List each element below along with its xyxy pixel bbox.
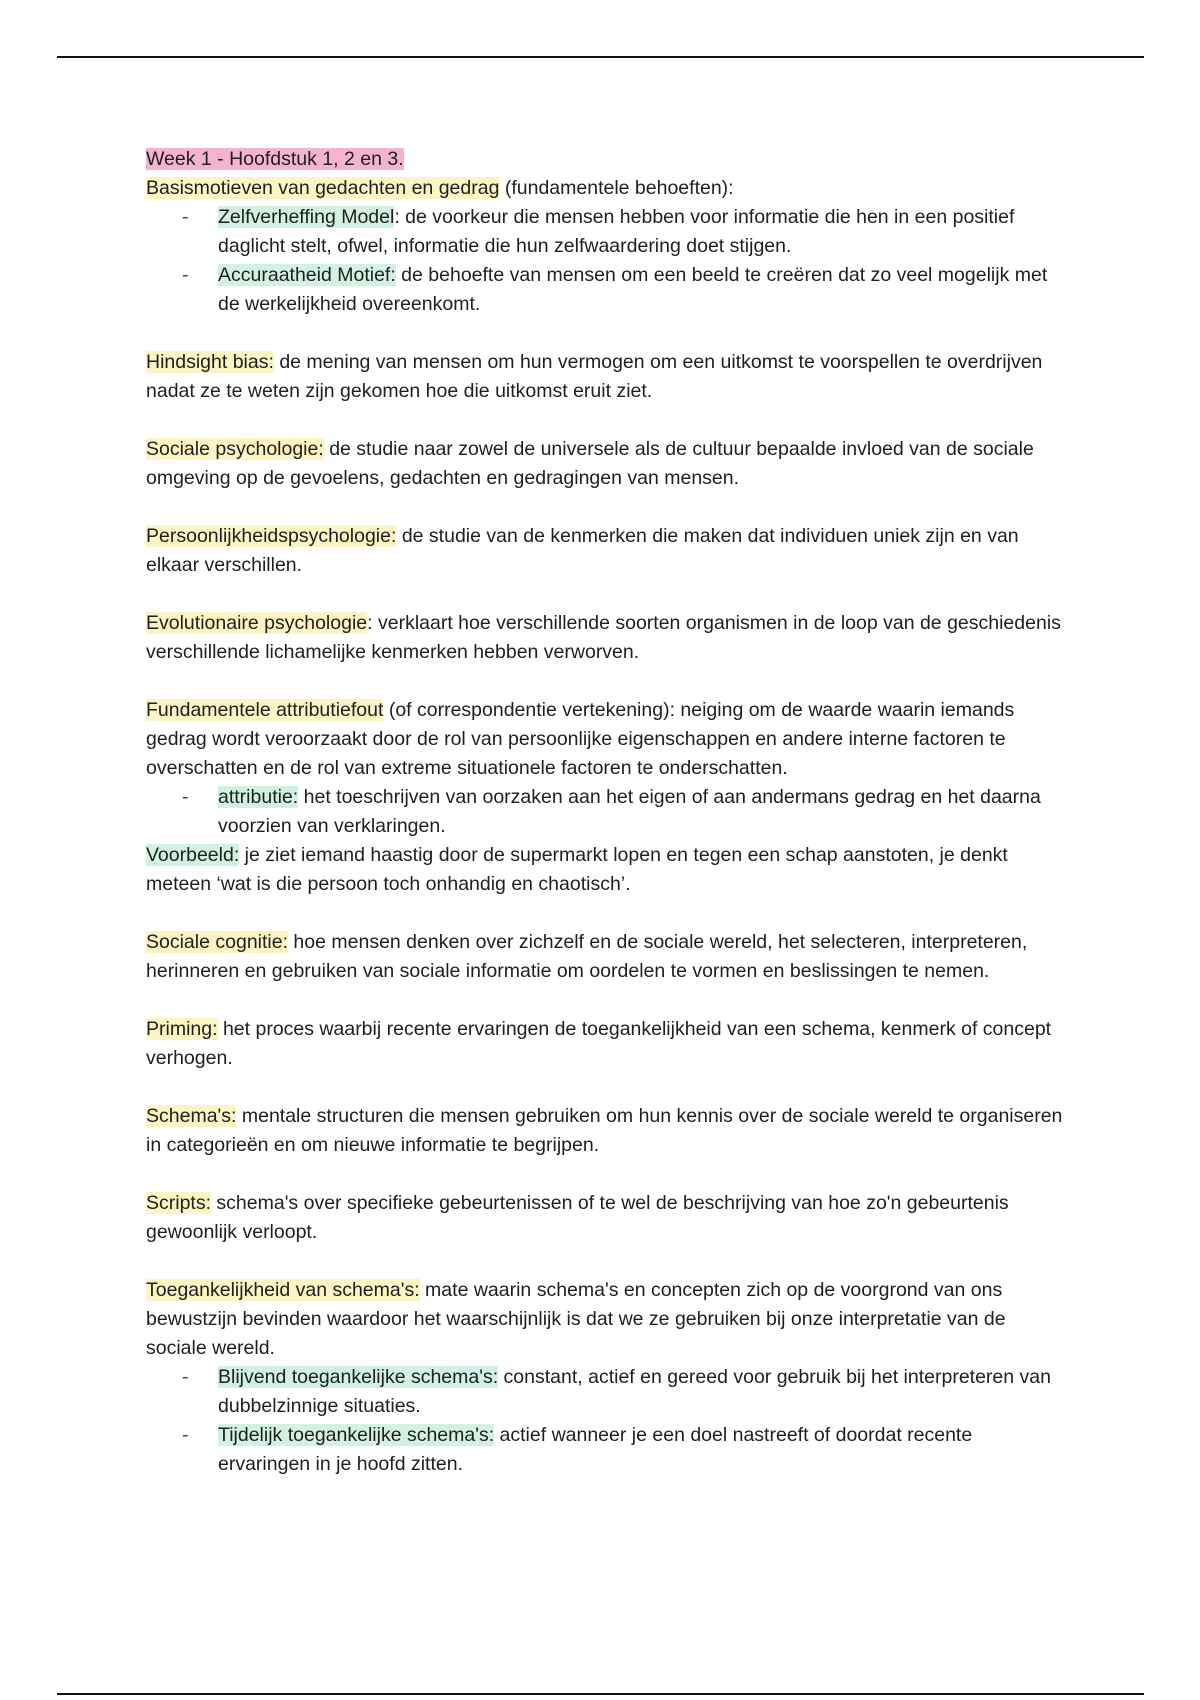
footer-rule <box>57 1693 1144 1695</box>
term-fundamentele: Fundamentele attributiefout <box>146 699 384 721</box>
paragraph-priming <box>146 1015 1066 1073</box>
paragraph-voorbeeld <box>146 841 1066 899</box>
term-basismotieven: Basismotieven van gedachten en gedrag <box>146 177 500 199</box>
paragraph-persoonlijkheid <box>146 522 1066 580</box>
paragraph-schemas <box>146 1102 1066 1160</box>
text-evolutionair: : verklaart hoe verschillende soorten organismen in de loop van de geschiedenis verschillende lichamelijke kenmerken hebben verworven. <box>146 612 1061 663</box>
paragraph-sociale-psychologie <box>146 435 1066 493</box>
list-item <box>218 261 1066 319</box>
term-voorbeeld: Voorbeeld: <box>146 844 240 866</box>
term-sociale-cognitie: Sociale cognitie: <box>146 931 289 953</box>
paragraph-sociale-cognitie <box>146 928 1066 986</box>
term-accuraatheid: Accuraatheid Motief: <box>218 264 396 286</box>
list-item <box>218 203 1066 261</box>
text-hindsight: de mening van mensen om hun vermogen om een uitkomst te voorspellen te overdrijven nadat ze te weten zijn gekomen hoe die uitkomst eruit ziet. <box>146 351 1043 402</box>
term-scripts: Scripts: <box>146 1192 212 1214</box>
paragraph-toegankelijkheid <box>146 1276 1066 1363</box>
term-sociale-psychologie: Sociale psychologie: <box>146 438 324 460</box>
text-schemas: mentale structuren die mensen gebruiken om hun kennis over de sociale wereld te organiseren in categorieën en om nieuwe informatie te begrijpen. <box>146 1105 1063 1156</box>
text-priming: het proces waarbij recente ervaringen de toegankelijkheid van een schema, kenmerk of concept verhogen. <box>146 1018 1052 1069</box>
text-zelfverheffing: : de voorkeur die mensen hebben voor informatie die hen in een positief daglicht stelt, ofwel, informatie die hun zelfwaardering doet stijgen. <box>218 206 1015 257</box>
text-sociale-cognitie: hoe mensen denken over zichzelf en de sociale wereld, het selecteren, interpreteren, herinneren en gebruiken van sociale informatie om oordelen te vormen en beslissingen te nemen. <box>146 931 1028 982</box>
paragraph-fundamentele <box>146 696 1066 783</box>
text-basismotieven: (fundamentele behoeften): <box>499 177 734 199</box>
list-fundamentele <box>146 783 1066 841</box>
text-voorbeeld: je ziet iemand haastig door de supermarkt lopen en tegen een schap aanstoten, je denkt meteen ‘wat is die persoon toch onhandig en chaotisch’. <box>146 844 1008 895</box>
text-fundamentele: (of correspondentie vertekening): neiging om de waarde waarin iemands gedrag wordt veroorzaakt door de rol van persoonlijke eigenschappen en andere interne factoren te overschatten en de rol van extreme situationele factoren te onderschatten. <box>146 699 1015 779</box>
text-accuraatheid: de behoefte van mensen om een beeld te creëren dat zo veel mogelijk met de werkelijkheid overeenkomt. <box>218 264 1048 315</box>
list-item <box>218 783 1066 841</box>
list-toegankelijkheid <box>146 1363 1066 1479</box>
term-zelfverheffing: Zelfverheffing Model <box>218 206 395 228</box>
term-persoonlijkheid: Persoonlijkheidspsychologie: <box>146 525 397 547</box>
text-toegankelijkheid: mate waarin schema's en concepten zich op de voorgrond van ons bewustzijn bevinden waardoor het waarschijnlijk is dat we ze gebruiken bij onze interpretatie van de sociale wereld. <box>146 1279 1006 1359</box>
term-blijvend: Blijvend toegankelijke schema's: <box>218 1366 499 1388</box>
term-hindsight: Hindsight bias: <box>146 351 274 373</box>
title-highlight: Week 1 - Hoofdstuk 1, 2 en 3. <box>146 148 404 170</box>
document-body <box>146 145 1066 1479</box>
term-schemas: Schema's: <box>146 1105 237 1127</box>
paragraph-hindsight <box>146 348 1066 406</box>
term-attributie: attributie: <box>218 786 299 808</box>
term-toegankelijkheid: Toegankelijkheid van schema's: <box>146 1279 420 1301</box>
term-evolutionair: Evolutionaire psychologie <box>146 612 368 634</box>
text-attributie: het toeschrijven van oorzaken aan het eigen of aan andermans gedrag en het daarna voorzien van verklaringen. <box>218 786 1041 837</box>
text-sociale-psychologie: de studie naar zowel de universele als de cultuur bepaalde invloed van de sociale omgeving op de gevoelens, gedachten en gedragingen van mensen. <box>146 438 1034 489</box>
page-title <box>146 145 1066 174</box>
text-scripts: schema's over specifieke gebeurtenissen of te wel de beschrijving van hoe zo'n gebeurtenis gewoonlijk verloopt. <box>146 1192 1009 1243</box>
paragraph-basismotieven <box>146 174 1066 203</box>
header-rule <box>57 56 1144 58</box>
list-basismotieven <box>146 203 1066 319</box>
term-priming: Priming: <box>146 1018 218 1040</box>
list-item <box>218 1363 1066 1421</box>
paragraph-scripts <box>146 1189 1066 1247</box>
term-tijdelijk: Tijdelijk toegankelijke schema's: <box>218 1424 495 1446</box>
text-persoonlijkheid: de studie van de kenmerken die maken dat individuen uniek zijn en van elkaar verschillen. <box>146 525 1019 576</box>
text-tijdelijk: actief wanneer je een doel nastreeft of doordat recente ervaringen in je hoofd zitten. <box>218 1424 973 1475</box>
paragraph-evolutionair <box>146 609 1066 667</box>
text-blijvend: constant, actief en gereed voor gebruik bij het interpreteren van dubbelzinnige situaties. <box>218 1366 1051 1417</box>
list-item <box>218 1421 1066 1479</box>
